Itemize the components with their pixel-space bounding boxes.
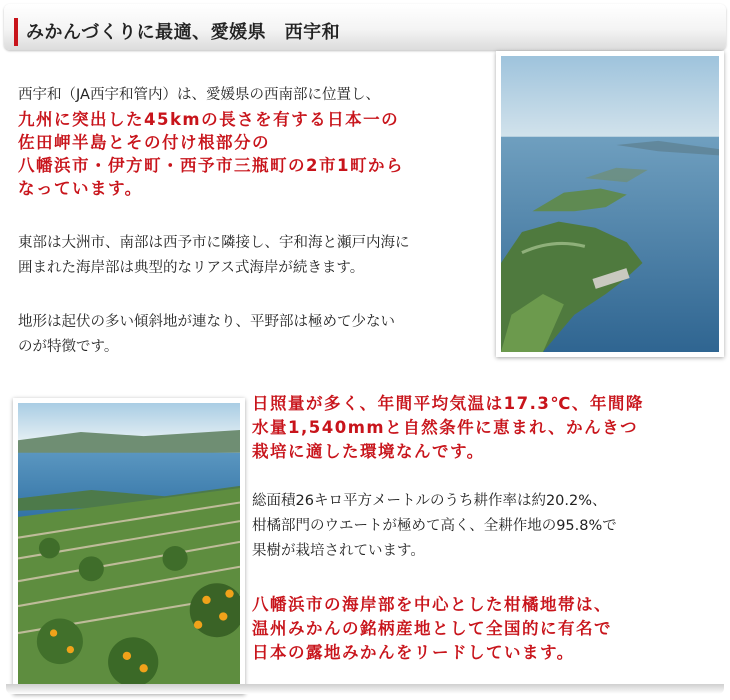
- geography-line: 東部は大洲市、南部は西予市に隣接し、宇和海と瀬戸内海に: [18, 235, 410, 251]
- conclusion-red-line: 日本の露地みかんをリードしています。: [252, 643, 575, 662]
- area-line: 果樹が栽培されています。: [252, 543, 425, 559]
- climate-red-line: 日照量が多く、年間平均気温は17.3℃、年間降: [252, 394, 644, 413]
- area-line: 総面積26キロ平方メートルのうち耕作率は約20.2%、: [252, 493, 607, 509]
- conclusion-red-line: 八幡浜市の海岸部を中心とした柑橘地帯は、: [252, 595, 612, 614]
- intro-red-line: なっています。: [18, 179, 143, 198]
- peninsula-photo-frame: [496, 51, 724, 357]
- citrus-groves-photo: [18, 403, 240, 689]
- climate-red-line: 栽培に適した環境なんです。: [252, 442, 485, 461]
- conclusion-red-line: 温州みかんの銘柄産地として全国的に有名で: [252, 619, 612, 638]
- geography-line: 囲まれた海岸部は典型的なリアス式海岸が続きます。: [18, 260, 365, 276]
- header-bar: [4, 4, 726, 50]
- bottom-shadow-divider: [6, 684, 724, 694]
- area-line: 柑橘部門のウエートが極めて高く、全耕作地の95.8%で: [252, 518, 617, 534]
- terrain-line: のが特徴です。: [18, 339, 119, 355]
- header-accent-bar: [14, 18, 18, 46]
- intro-red-line: 八幡浜市・伊方町・西予市三瓶町の2市1町から: [18, 156, 404, 175]
- intro-red-line: 九州に突出した45kmの長さを有する日本一の: [18, 110, 400, 129]
- terrain-line: 地形は起伏の多い傾斜地が連なり、平野部は極めて少ない: [18, 314, 395, 330]
- page-title: みかんづくりに最適、愛媛県 西宇和: [26, 22, 341, 43]
- citrus-groves-photo-frame: [13, 398, 245, 694]
- intro-plain-line: 西宇和（JA西宇和管内）は、愛媛県の西南部に位置し、: [18, 87, 380, 103]
- peninsula-aerial-photo: [501, 56, 719, 352]
- intro-red-line: 佐田岬半島とその付け根部分の: [18, 133, 270, 152]
- climate-red-line: 水量1,540mmと自然条件に恵まれ、かんきつ: [252, 418, 639, 437]
